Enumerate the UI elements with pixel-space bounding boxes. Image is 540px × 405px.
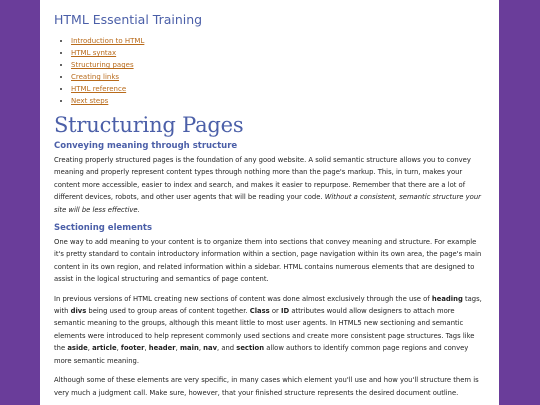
paragraph-sectioning-1: One way to add meaning to your content is to organize them into sections that convey meaning and structure. For example it's pretty standard to contain introductory information within a section, page navigation within its own area, the page's main content in its own region, and related information within a sidebar. HTML contains numerous elements that are designed to assist in the logical structuring and semantics of page content. bbox=[54, 238, 482, 284]
nav-link-introduction[interactable]: Introduction to HTML bbox=[71, 37, 145, 45]
nav-item bbox=[71, 95, 485, 107]
keyword-main: main bbox=[179, 344, 199, 353]
paragraph-sectioning-3: Although some of these elements are very specific, in many cases which element you'll use and how you'll structure them is very much a judgment call. Make sure, however, that your finished structure represents the desired document outline. bbox=[54, 376, 479, 397]
paragraph-intro-text: Creating properly structured pages is the foundation of any good website. A solid semantic structure allows you to convey meaning and properly represent content types through nothing more than the page's markup. This, in turn, makes your content more accessible, easier to index and search, and makes it easier to repurpose. Remember that there are a lot of different devices, robots, and other user agents that will be reading your code. bbox=[54, 156, 471, 202]
keyword-nav: nav bbox=[203, 344, 217, 353]
keyword-footer: footer bbox=[120, 344, 145, 353]
keyword-heading: heading bbox=[431, 294, 463, 303]
paragraph-intro bbox=[54, 154, 485, 216]
section-heading-conveying: Conveying meaning through structure bbox=[54, 141, 238, 151]
text-run: , bbox=[198, 344, 204, 353]
nav-list bbox=[54, 35, 485, 107]
text-run: being used to group areas of content together. bbox=[86, 307, 250, 316]
text-run: , bbox=[87, 344, 93, 353]
keyword-class: Class bbox=[249, 307, 270, 316]
text-run: attributes would allow designers to attach more semantic meaning to the groups, although this meant little to most user agents. In HTML5 new sectioning and semantic elements were introduced to help represent commonly used sections and create more consistent page structures. Tags like the bbox=[54, 307, 475, 353]
text-run: In previous versions of HTML creating new sections of content was done almost exclusively through the use of bbox=[54, 294, 432, 303]
paragraph-intro-emphasis: Without a consistent, semantic structure your site will be less effective. bbox=[54, 193, 481, 214]
paragraph-sectioning-2 bbox=[54, 293, 485, 367]
text-run: , and bbox=[217, 344, 237, 353]
nav-item bbox=[71, 35, 485, 47]
keyword-article: article bbox=[92, 344, 117, 353]
text-run: allow authors to identify common page regions and convey more semantic meaning. bbox=[54, 344, 469, 365]
text-run: or bbox=[269, 307, 281, 316]
page-content bbox=[40, 0, 499, 405]
text-run: tags, with bbox=[54, 294, 482, 316]
nav-item bbox=[71, 59, 485, 71]
text-run: , bbox=[116, 344, 121, 353]
section-heading-sectioning: Sectioning elements bbox=[54, 223, 153, 234]
nav-link-creating-links[interactable]: Creating links bbox=[71, 73, 120, 81]
nav-link-next-steps[interactable]: Next steps bbox=[71, 97, 109, 105]
keyword-id: ID bbox=[280, 307, 290, 316]
text-run: , bbox=[144, 344, 149, 353]
page-title: Structuring Pages bbox=[54, 113, 244, 137]
nav-link-structuring[interactable]: Structuring pages bbox=[71, 61, 134, 69]
keyword-aside: aside bbox=[67, 344, 88, 353]
nav-item bbox=[71, 71, 485, 83]
nav-link-reference[interactable]: HTML reference bbox=[71, 85, 127, 93]
keyword-section: section bbox=[236, 344, 265, 353]
keyword-divs: divs bbox=[70, 307, 87, 316]
nav-item bbox=[71, 47, 485, 59]
nav-link-syntax[interactable]: HTML syntax bbox=[71, 49, 117, 57]
nav-item bbox=[71, 83, 485, 95]
keyword-header: header bbox=[148, 344, 176, 353]
text-run: , bbox=[175, 344, 180, 353]
site-title: HTML Essential Training bbox=[54, 12, 203, 27]
